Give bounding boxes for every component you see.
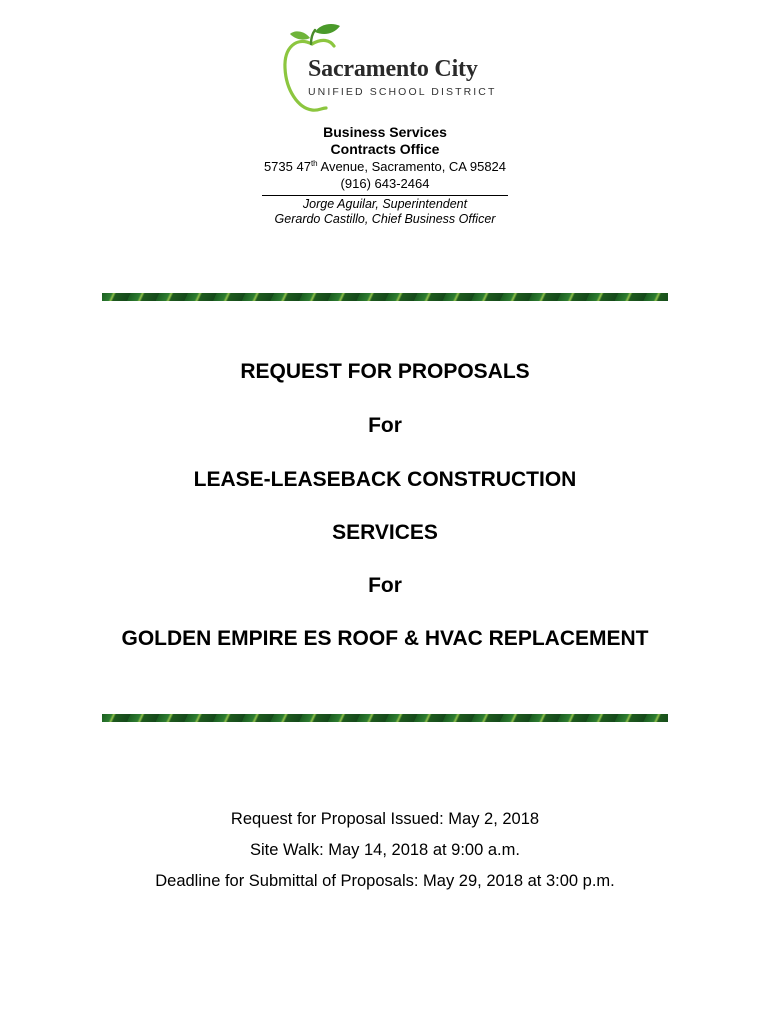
header-rule (262, 195, 508, 196)
title-project: GOLDEN EMPIRE ES ROOF & HVAC REPLACEMENT (121, 627, 649, 650)
title-for-1: For (368, 414, 402, 437)
logo-name: Sacramento City (308, 56, 478, 82)
address-number: 5735 47 (263, 159, 311, 174)
top-divider-bar (102, 293, 668, 301)
office-phone: (916) 643-2464 (340, 176, 430, 191)
address-suffix: th (310, 159, 318, 168)
logo-subtitle: UNIFIED SCHOOL DISTRICT (308, 86, 497, 98)
district-logo (282, 22, 497, 114)
bottom-divider-bar (102, 714, 668, 722)
deadline-date: Deadline for Submittal of Proposals: May 29, 2018 at 3:00 p.m. (155, 872, 615, 890)
office-address (0, 158, 770, 175)
issued-date: Request for Proposal Issued: May 2, 2018 (230, 810, 540, 828)
title-services: SERVICES (332, 521, 438, 544)
title-for-2: For (368, 574, 402, 597)
office-header (0, 124, 770, 227)
office-name: Business Services (323, 124, 447, 140)
office-subname: Contracts Office (330, 141, 440, 157)
superintendent-line: Jorge Aguilar, Superintendent (302, 197, 468, 211)
site-walk-date: Site Walk: May 14, 2018 at 9:00 a.m. (250, 841, 520, 859)
address-rest: Avenue, Sacramento, CA 95824 (317, 159, 507, 174)
title-service-type: LEASE-LEASEBACK CONSTRUCTION (193, 468, 577, 491)
title-rfp: REQUEST FOR PROPOSALS (240, 360, 530, 383)
cbo-line: Gerardo Castillo, Chief Business Officer (274, 212, 496, 226)
